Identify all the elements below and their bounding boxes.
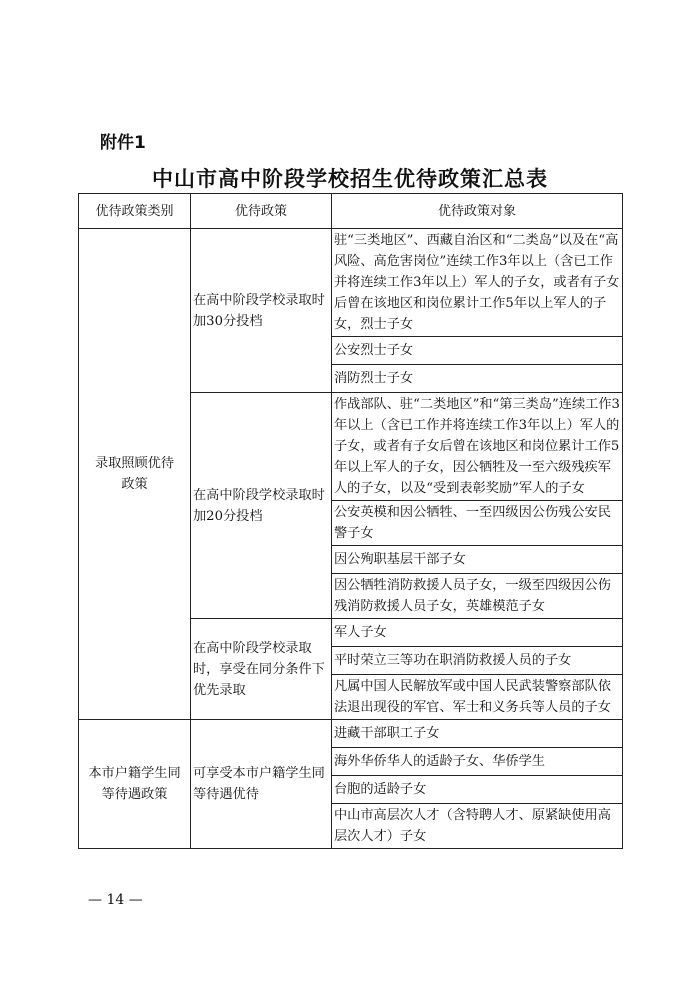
policy-cell: 在高中阶段学校录取时加20分投档 bbox=[191, 393, 332, 619]
target-cell: 进藏干部职工子女 bbox=[332, 720, 623, 748]
target-cell: 平时荣立三等功在职消防救援人员的子女 bbox=[332, 647, 623, 675]
target-cell: 台胞的适龄子女 bbox=[332, 776, 623, 804]
annex-label: 附件1 bbox=[100, 133, 146, 153]
header-target: 优待政策对象 bbox=[332, 194, 623, 229]
category-cell: 本市户籍学生同等待遇政策 bbox=[79, 720, 191, 849]
target-cell: 因公殉职基层干部子女 bbox=[332, 546, 623, 574]
target-cell: 消防烈士子女 bbox=[332, 365, 623, 393]
header-policy: 优待政策 bbox=[191, 194, 332, 229]
page-number: — 14 — bbox=[88, 892, 143, 908]
target-cell: 作战部队、驻“二类地区”和“第三类岛”连续工作3年以上（含已工作并将连续工作3年以上）军人的子女，或者有子女后曾在该地区和岗位累计工作5年以上军人的子女，因公牺牲及一至六级残疾军人的子女，以及“受到表彰奖励”军人的子女 bbox=[332, 393, 623, 501]
target-cell: 中山市高层次人才（含特聘人才、原紧缺使用高层次人才）子女 bbox=[332, 804, 623, 849]
header-row bbox=[79, 194, 623, 229]
document-title: 中山市高中阶段学校招生优待政策汇总表 bbox=[152, 167, 548, 191]
target-cell: 驻“三类地区”、西藏自治区和“二类岛”以及在“高风险、高危害岗位”连续工作3年以上（含已工作并将连续工作3年以上）军人的子女，或者有子女后曾在该地区和岗位累计工作5年以上军人的子女，烈士子女 bbox=[332, 229, 623, 337]
policy-cell: 在高中阶段学校录取时，享受在同分条件下优先录取 bbox=[191, 619, 332, 720]
policy-cell: 在高中阶段学校录取时加30分投档 bbox=[191, 229, 332, 393]
target-cell: 公安英模和因公牺牲、一至四级因公伤残公安民警子女 bbox=[332, 501, 623, 546]
category-cell: 录取照顾优待政策 bbox=[79, 229, 191, 720]
table-row bbox=[79, 229, 623, 337]
header-category: 优待政策类别 bbox=[79, 194, 191, 229]
target-cell: 凡属中国人民解放军或中国人民武装警察部队依法退出现役的军官、军士和义务兵等人员的子女 bbox=[332, 675, 623, 720]
target-cell: 军人子女 bbox=[332, 619, 623, 647]
table-row bbox=[79, 720, 623, 748]
policy-table bbox=[78, 193, 623, 849]
target-cell: 因公牺牲消防救援人员子女，一级至四级因公伤残消防救援人员子女，英雄模范子女 bbox=[332, 574, 623, 619]
target-cell: 公安烈士子女 bbox=[332, 337, 623, 365]
policy-cell: 可享受本市户籍学生同等待遇优待 bbox=[191, 720, 332, 849]
target-cell: 海外华侨华人的适龄子女、华侨学生 bbox=[332, 748, 623, 776]
